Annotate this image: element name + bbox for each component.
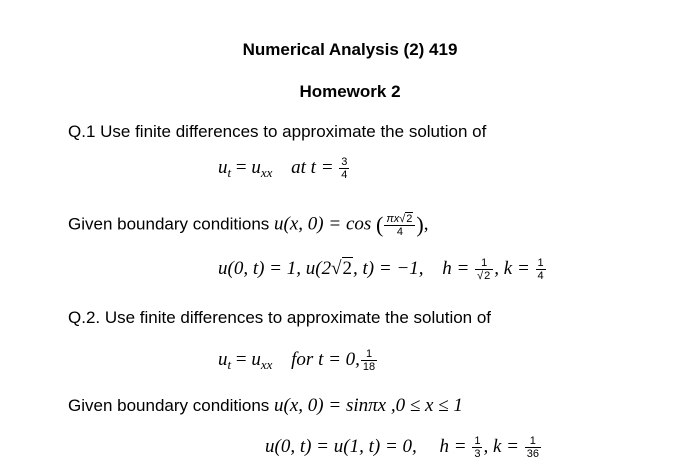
q1-prompt: Q.1 Use finite differences to approximate the solution of [68, 122, 487, 141]
q1-eq-equals: = [231, 156, 252, 178]
q1-h-label: h = [442, 257, 475, 279]
q1-bc-den: 4 [396, 225, 403, 238]
q2-bc2-text: u(0, t) = u(1, t) = 0, [265, 435, 417, 457]
q1-bc-open-paren: ( [376, 212, 384, 237]
q2-h-num: 1 [474, 435, 481, 447]
q2-prompt: Q.2. Use finite differences to approximate the solution of [68, 308, 492, 327]
q1-bc2-tail: , t) = −1, [353, 257, 424, 279]
q2-boundary-line-1 [68, 395, 463, 417]
q1-eq-rhs: u [251, 156, 261, 178]
q1-h-fraction [475, 257, 493, 282]
q2-eq-for: for t = 0, [291, 348, 360, 370]
q2-eq-rhs: u [251, 348, 261, 370]
q2-eq-equals: = [231, 348, 252, 370]
q1-bc-num [384, 213, 415, 226]
homework-title: Homework 2 [299, 82, 401, 101]
sqrt-icon: √2 [477, 270, 491, 282]
q1-bc-label: Given boundary conditions [68, 214, 275, 234]
course-title: Numerical Analysis (2) 419 [242, 40, 458, 59]
q2-k-fraction [525, 435, 541, 460]
q1-k-fraction [536, 257, 546, 282]
q1-equation [218, 156, 350, 181]
q2-t-num: 1 [361, 348, 377, 361]
q1-bc-num-a: πx [386, 212, 400, 225]
q1-h-den [475, 270, 493, 282]
q2-k-num: 1 [525, 435, 541, 448]
q2-k-label: , k = [483, 435, 524, 457]
q1-k-den: 4 [537, 270, 544, 282]
q1-boundary-line-2 [218, 257, 547, 282]
sqrt-icon: √2 [399, 212, 413, 225]
q1-bc-close-paren: ) [416, 212, 424, 237]
q1-eq-rhs-sub: xx [260, 164, 273, 180]
q1-h-den-rad: 2 [484, 270, 491, 282]
q1-t-num: 3 [341, 156, 348, 168]
q2-h-den: 3 [474, 448, 481, 460]
q2-eq-lhs-sub: t [227, 356, 232, 372]
q2-eq-rhs-sub: xx [260, 356, 273, 372]
q1-bc2-rad: 2 [342, 257, 353, 279]
q1-boundary-line-1 [68, 212, 428, 238]
sqrt-icon: √2 [331, 257, 353, 279]
q2-eq-lhs: u [218, 348, 228, 370]
q1-eq-lhs-sub: t [227, 164, 232, 180]
q2-t-den: 18 [362, 361, 376, 373]
q1-bc2-text: u(0, t) = 1, u(2 [218, 257, 332, 279]
q2-h-fraction [472, 435, 482, 460]
q2-boundary-line-2 [265, 435, 542, 460]
q1-t-den: 4 [341, 169, 348, 181]
q1-t-fraction [339, 156, 349, 181]
q1-k-num: 1 [537, 257, 544, 269]
q1-eq-at: at t = [291, 156, 339, 178]
q2-bc-label: Given boundary conditions [68, 396, 275, 415]
q2-t-fraction [361, 348, 377, 373]
q1-bc-left: u(x, 0) = cos [274, 213, 377, 235]
q1-h-num: 1 [475, 257, 493, 270]
q2-bc-text: u(x, 0) = sinπx ,0 ≤ x ≤ 1 [274, 395, 463, 416]
q2-k-den: 36 [526, 448, 539, 460]
q1-bc-num-rad: 2 [406, 212, 413, 225]
q1-eq-lhs: u [218, 156, 228, 178]
q1-bc-comma: , [423, 213, 429, 235]
q2-h-label: h = [439, 435, 472, 457]
q1-k-label: , k = [494, 257, 535, 279]
q1-bc-fraction [384, 213, 415, 238]
q2-equation [218, 348, 378, 373]
